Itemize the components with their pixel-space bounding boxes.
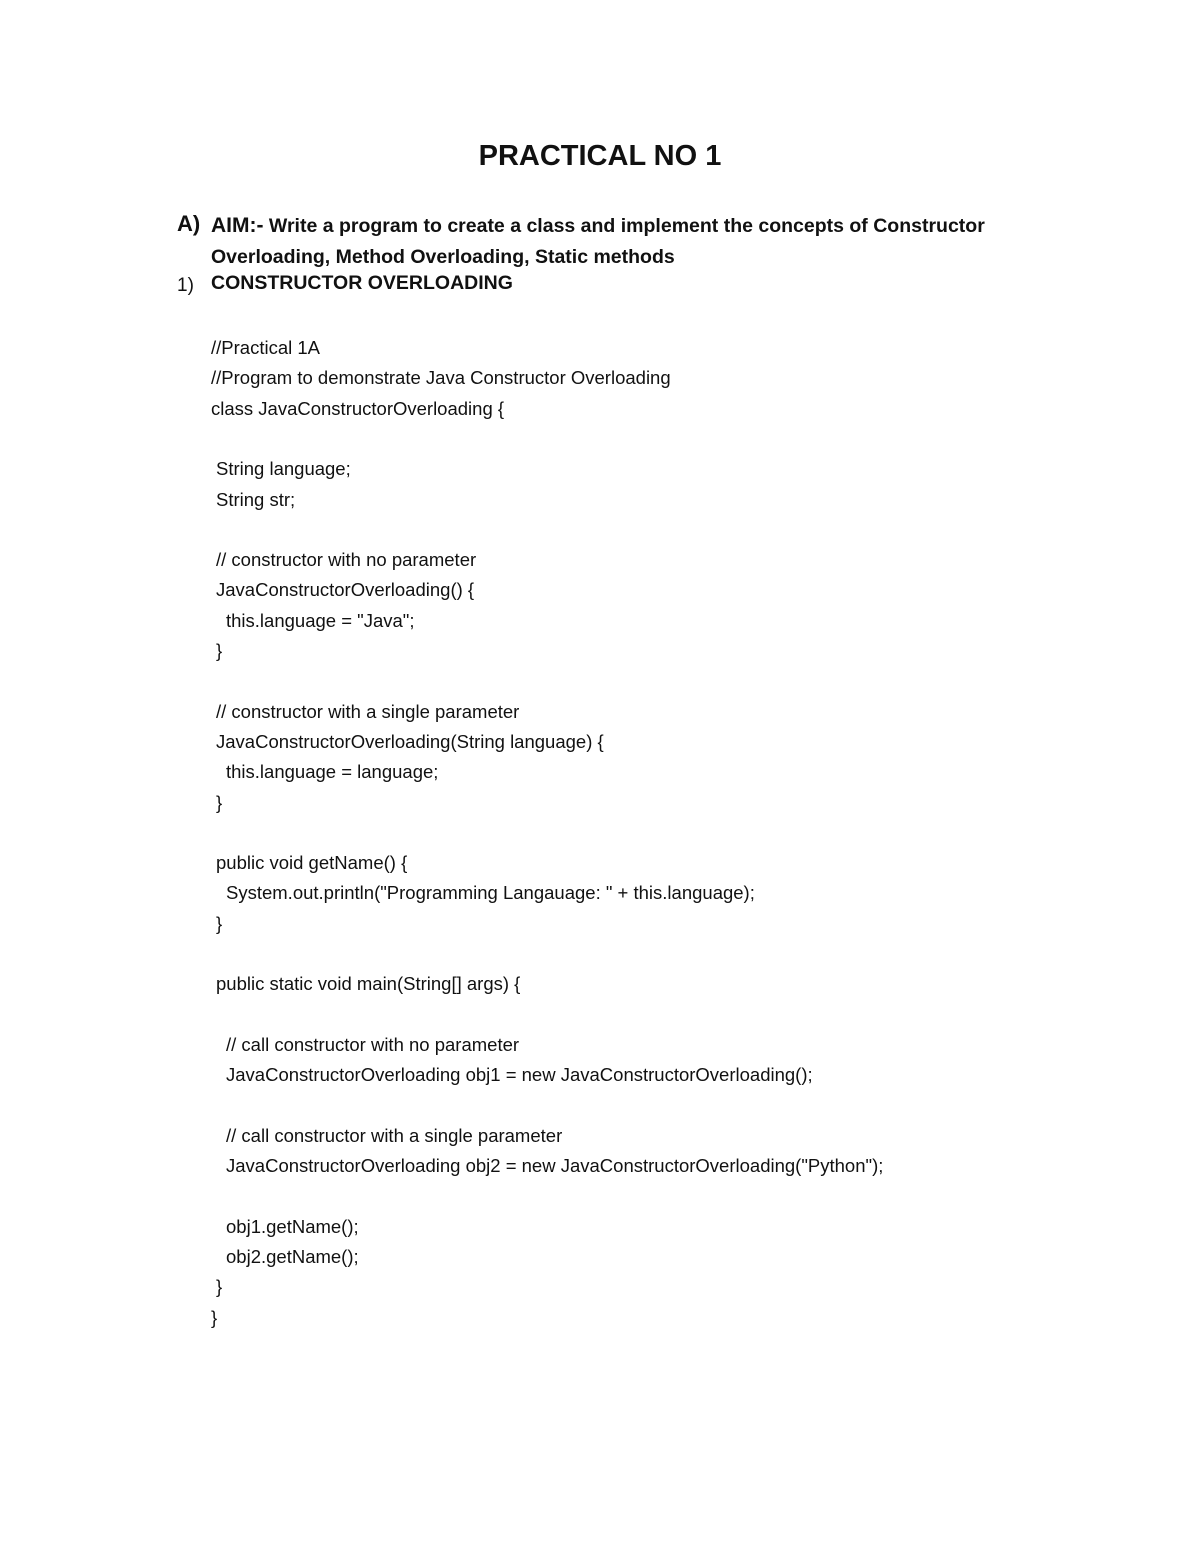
- code-line: }: [216, 1276, 223, 1298]
- code-line: String language;: [216, 458, 351, 480]
- code-line: JavaConstructorOverloading() {: [216, 579, 475, 601]
- code-line: // call constructor with no parameter: [226, 1033, 520, 1055]
- code-line: JavaConstructorOverloading obj1 = new JavaConstructorOverloading();: [226, 1064, 813, 1086]
- code-line: public static void main(String[] args) {: [216, 973, 521, 995]
- code-line: obj2.getName();: [226, 1246, 359, 1267]
- code-line: // call constructor with a single parameter: [226, 1124, 563, 1146]
- code-line: String str;: [216, 488, 296, 510]
- section-a-marker: A): [177, 211, 201, 236]
- code-line: this.language = language;: [226, 761, 439, 783]
- code-line: JavaConstructorOverloading(String language) {: [216, 730, 604, 752]
- subsection-heading: CONSTRUCTOR OVERLOADING: [211, 272, 513, 294]
- code-line: this.language = "Java";: [226, 609, 415, 631]
- code-line: }: [216, 791, 223, 813]
- code-line: }: [216, 640, 223, 661]
- code-line: class JavaConstructorOverloading {: [211, 397, 505, 419]
- code-line: // constructor with no parameter: [216, 549, 477, 571]
- code-line: System.out.println("Programming Langauage: " + this.language);: [226, 882, 755, 904]
- aim-label: AIM:-: [211, 214, 264, 237]
- code-line: obj1.getName();: [226, 1215, 359, 1237]
- code-line: }: [216, 912, 223, 934]
- subsection-1-marker: 1): [177, 275, 194, 296]
- code-line: }: [211, 1306, 218, 1328]
- code-line: //Program to demonstrate Java Constructor Overloading: [211, 367, 671, 389]
- code-line: JavaConstructorOverloading obj2 = new JavaConstructorOverloading("Python");: [226, 1155, 884, 1177]
- aim-text: Write a program to create a class and implement the concepts of Constructor Overloading, Method Overloading, Static methods: [211, 215, 985, 268]
- page-title: PRACTICAL NO 1: [478, 140, 722, 172]
- code-line: public void getName() {: [216, 852, 408, 874]
- code-line: // constructor with a single parameter: [216, 700, 520, 722]
- code-line: //Practical 1A: [211, 337, 320, 358]
